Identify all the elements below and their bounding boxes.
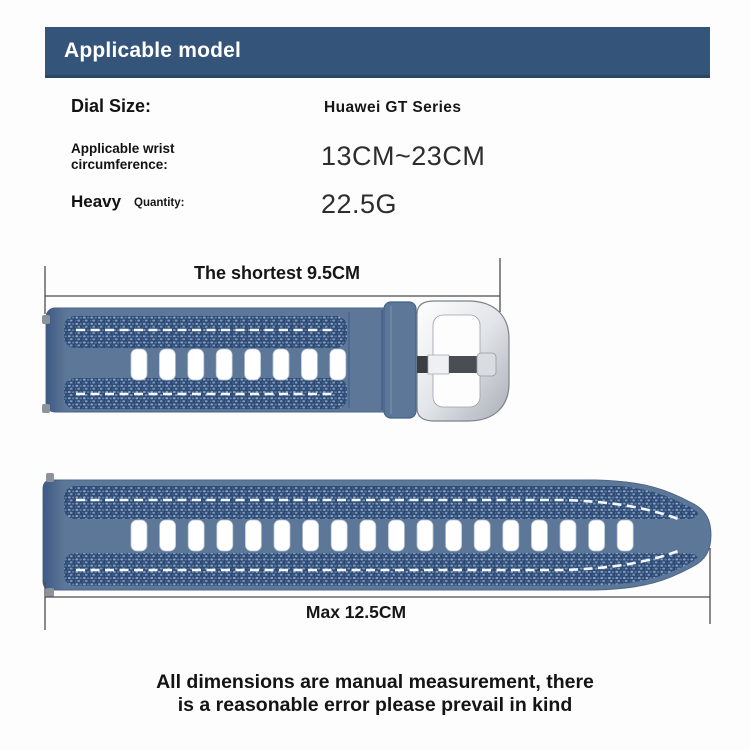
strap-hole (617, 520, 633, 551)
strap-hole (131, 520, 147, 551)
strap-hole (388, 520, 404, 551)
section-title: Applicable model (64, 39, 242, 62)
strap-hole (331, 520, 347, 551)
strap-hole (560, 520, 576, 551)
dial-size-label: Dial Size: (71, 96, 152, 116)
disclaimer-line1: All dimensions are manual measurement, there (156, 671, 594, 693)
strap-hole (216, 349, 232, 380)
strap-hole (303, 520, 319, 551)
wrist-label-line2: circumference: (71, 157, 168, 172)
buckle (417, 301, 509, 421)
strap-hole (301, 349, 317, 380)
weight-label: Heavy (71, 192, 122, 211)
wrist-circumference-label (71, 141, 175, 173)
strap-hole (274, 520, 290, 551)
strap-hole (160, 520, 176, 551)
wrist-label-line1: Applicable wrist (71, 141, 175, 156)
bottom-dimension-label: Max 12.5CM (305, 602, 407, 622)
strap-hole (503, 520, 519, 551)
strap-hole (417, 520, 433, 551)
disclaimer-note (10, 671, 740, 716)
strap-hole (188, 520, 204, 551)
dial-size-value: Huawei GT Series (324, 99, 462, 116)
buckle-pin (417, 353, 496, 376)
strap-hole (360, 520, 376, 551)
strap-hole (245, 520, 261, 551)
strap-hole (446, 520, 462, 551)
strap-hole (589, 520, 605, 551)
strap-hole (217, 520, 233, 551)
strap-keeper-loop (384, 302, 416, 418)
weight-sublabel: Quantity: (134, 197, 185, 209)
strap-hole (273, 349, 289, 380)
top-strap (42, 301, 509, 421)
strap-hole (474, 520, 490, 551)
top-dimension-label: The shortest 9.5CM (193, 263, 361, 283)
section-header-bar (45, 27, 710, 78)
strap-hole (245, 349, 261, 380)
strap-illustration (0, 240, 750, 640)
strap-hole (531, 520, 547, 551)
strap-hole (131, 349, 147, 380)
wrist-circumference-value: 13CM~23CM (321, 141, 486, 171)
disclaimer-line2: is a reasonable error please prevail in kind (177, 693, 573, 716)
weight-value: 22.5G (321, 189, 398, 219)
strap-hole (188, 349, 204, 380)
strap-hole (159, 349, 175, 380)
strap-hole (330, 349, 346, 380)
bottom-strap (43, 473, 711, 597)
